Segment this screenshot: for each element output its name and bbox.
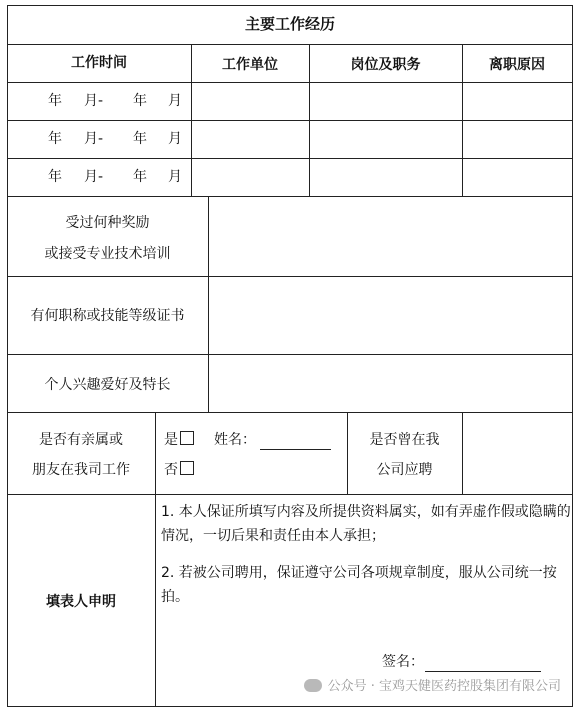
year-start-label: 年 bbox=[48, 131, 62, 147]
relatives-name-label: 姓名： bbox=[214, 432, 256, 448]
declaration-item-1: 1. 本人保证所填写内容及所提供资料属实，如有弄虚作假或隐瞒的情况，一切后果和责任由本人承担； bbox=[161, 504, 571, 544]
relatives-name-field[interactable] bbox=[260, 449, 331, 450]
divider bbox=[7, 196, 573, 197]
certificates-label: 有何职称或技能等级证书 bbox=[30, 308, 185, 324]
year-start-label: 年 bbox=[48, 93, 62, 109]
divider bbox=[7, 494, 573, 495]
watermark-text: 公众号 · 宝鸡天健医药控股集团有限公司 bbox=[327, 679, 561, 694]
divider bbox=[7, 44, 573, 45]
relatives-no-label: 否 bbox=[164, 462, 178, 478]
year-end-label: 年 bbox=[133, 131, 147, 147]
relatives-label-line2: 朋友在我司工作 bbox=[32, 462, 130, 478]
awards-label-line2: 或接受专业技术培训 bbox=[44, 246, 171, 262]
declaration-label: 填表人申明 bbox=[46, 594, 116, 610]
relatives-yes-option[interactable] bbox=[164, 431, 194, 449]
divider bbox=[347, 412, 348, 494]
relatives-label-line1: 是否有亲属或 bbox=[39, 432, 123, 448]
relatives-yes-label: 是 bbox=[164, 432, 178, 448]
declaration-item-2: 2. 若被公司聘用，保证遵守公司各项规章制度，服从公司统一按拍。 bbox=[161, 565, 557, 605]
header-position: 岗位及职务 bbox=[350, 57, 421, 73]
divider bbox=[208, 196, 209, 412]
month-end-label: 月 bbox=[168, 131, 182, 147]
signature-field[interactable] bbox=[425, 671, 541, 672]
border-bottom bbox=[7, 706, 573, 707]
month-start-label: 月- bbox=[84, 169, 104, 185]
header-work-time: 工作时间 bbox=[71, 55, 127, 71]
divider bbox=[7, 158, 573, 159]
border-right bbox=[572, 5, 573, 707]
year-start-label: 年 bbox=[48, 169, 62, 185]
relatives-no-checkbox[interactable] bbox=[180, 461, 194, 475]
divider bbox=[7, 82, 573, 83]
hobbies-label: 个人兴趣爱好及特长 bbox=[44, 377, 171, 393]
border-top bbox=[7, 5, 573, 6]
month-end-label: 月 bbox=[168, 93, 182, 109]
year-end-label: 年 bbox=[133, 93, 147, 109]
applied-before-label-line1: 是否曾在我 bbox=[369, 432, 440, 448]
month-start-label: 月- bbox=[84, 93, 104, 109]
section-title: 主要工作经历 bbox=[244, 15, 335, 33]
divider bbox=[7, 354, 573, 355]
wechat-icon bbox=[304, 679, 322, 692]
month-start-label: 月- bbox=[84, 131, 104, 147]
applied-before-label-line2: 公司应聘 bbox=[376, 462, 433, 478]
awards-label-line1: 受过何种奖励 bbox=[65, 215, 150, 231]
header-work-unit: 工作单位 bbox=[222, 57, 278, 73]
divider bbox=[7, 412, 573, 413]
month-end-label: 月 bbox=[168, 169, 182, 185]
year-end-label: 年 bbox=[133, 169, 147, 185]
watermark bbox=[304, 675, 561, 694]
divider bbox=[155, 412, 156, 706]
divider bbox=[462, 412, 463, 494]
relatives-yes-checkbox[interactable] bbox=[180, 431, 194, 445]
signature-label: 签名： bbox=[382, 654, 424, 670]
divider bbox=[7, 120, 573, 121]
relatives-no-option[interactable] bbox=[164, 461, 194, 479]
divider bbox=[7, 276, 573, 277]
header-leave-reason: 离职原因 bbox=[489, 57, 545, 73]
